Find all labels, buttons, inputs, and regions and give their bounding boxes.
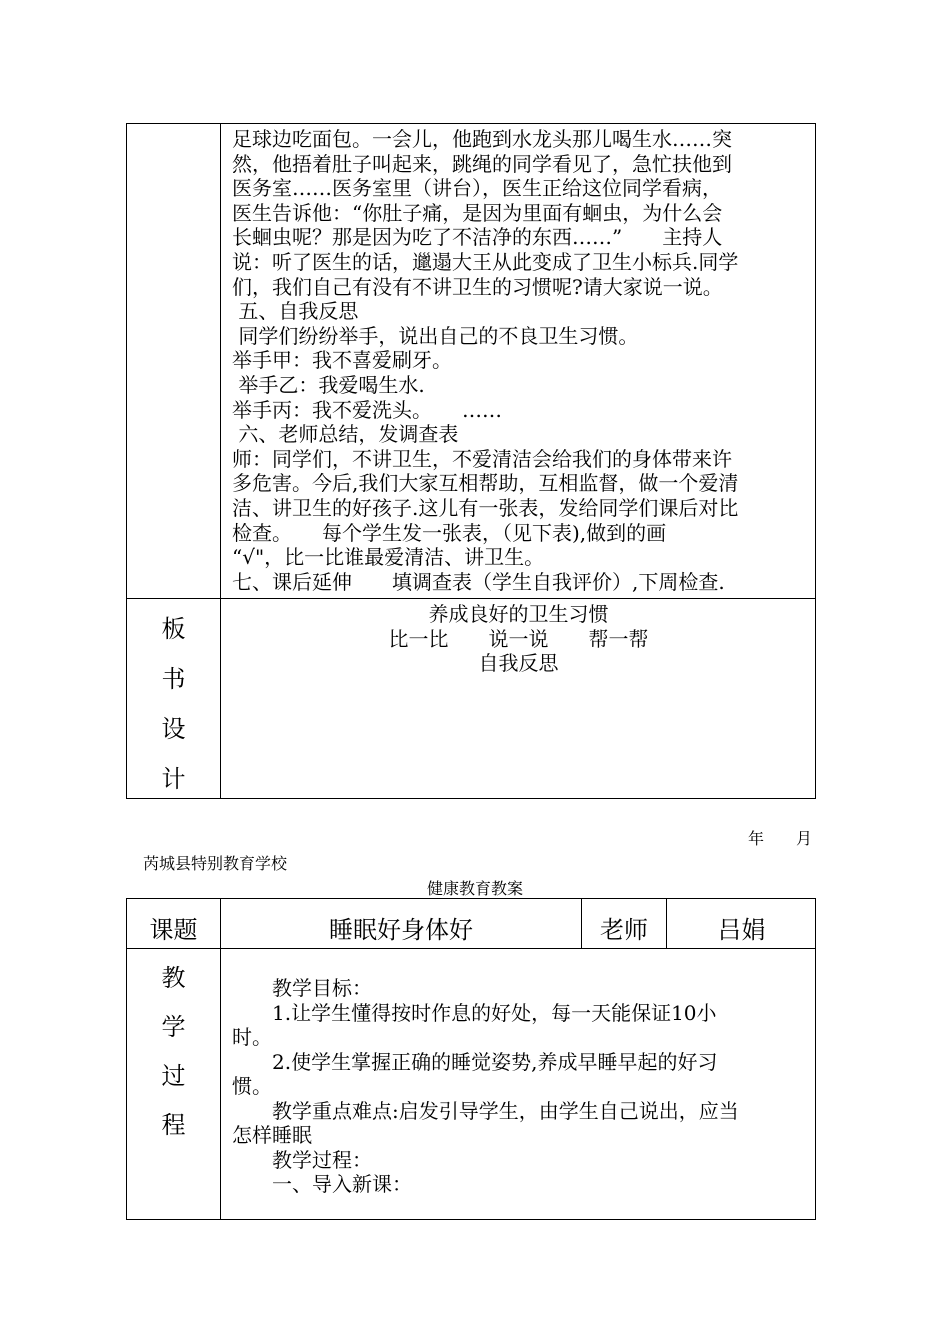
process-line: 时。 <box>232 1025 272 1049</box>
process-line: 教学目标： <box>232 976 372 1000</box>
content-line: 七、课后延伸 填调查表（学生自我评价）,下周检查. <box>232 569 725 594</box>
content-line: 五、自我反思 <box>232 299 359 324</box>
content-line: 长蛔虫呢？那是因为吃了不洁净的东西……” 主持人 <box>232 225 723 250</box>
process-line: 怎样睡眠 <box>232 1123 312 1147</box>
board-label-char: 板 <box>161 615 186 643</box>
teacher-value: 吕娟 <box>717 916 766 944</box>
top-table-column-divider <box>220 123 221 799</box>
board-label-char: 计 <box>161 765 186 793</box>
lesson-process-text <box>232 127 812 594</box>
content-line: 检查。 每个学生发一张表，（见下表),做到的画 <box>232 520 667 545</box>
topic-label: 课题 <box>149 916 198 944</box>
content-line: 医生告诉他：“你肚子痛，是因为里面有蛔虫，为什么会 <box>232 200 723 225</box>
content-line: 六、老师总结，发调查表 <box>232 422 459 447</box>
topic-value: 睡眠好身体好 <box>329 916 473 944</box>
bottom-table-row-divider <box>126 948 816 949</box>
content-line: 同学们纷纷举手，说出自己的不良卫生习惯。 <box>232 323 639 348</box>
process-line: 2.使学生掌握正确的睡觉姿势,养成早睡早起的好习 <box>232 1049 718 1074</box>
teaching-process-text <box>232 976 812 1197</box>
content-line: 足球边吃面包。一会儿，他跑到水龙头那儿喝生水……突 <box>232 127 732 151</box>
process-label-char: 学 <box>161 1013 186 1041</box>
teacher-label: 老师 <box>600 916 648 944</box>
board-label-char: 书 <box>161 665 186 693</box>
board-design-label <box>127 600 220 804</box>
bottom-table-column-divider <box>220 898 221 1220</box>
board-line: 自我反思 <box>478 651 559 676</box>
content-line: 们，我们自己有没有不讲卫生的习惯呢?请大家说一说。 <box>232 274 723 299</box>
content-line: 多危害。今后,我们大家互相帮助，互相监督，做一个爱清 <box>232 471 739 496</box>
content-line: “√"，比一比谁最爱清洁、讲卫生。 <box>232 545 545 570</box>
process-label-char: 教 <box>161 964 186 992</box>
content-line: 然，他捂着肚子叫起来，跳绳的同学看见了，急忙扶他到 <box>232 151 732 176</box>
top-table-row-divider <box>126 598 816 599</box>
process-line: 1.让学生懂得按时作息的好处，每一天能保证10小 <box>232 1000 717 1025</box>
content-line: 举手丙：我不爱洗头。 …… <box>232 397 502 422</box>
content-line: 洁、讲卫生的好孩子.这儿有一张表，发给同学们课后对比 <box>232 495 739 520</box>
school-name: 芮城县特别教育学校 <box>143 854 288 873</box>
content-line: 举手甲：我不喜爱刷牙。 <box>232 348 452 373</box>
process-label-char: 程 <box>161 1111 186 1139</box>
process-line: 教学重点难点:启发引导学生，由学生自己说出，应当 <box>232 1098 739 1123</box>
process-line: 惯。 <box>232 1074 272 1098</box>
board-design-content <box>221 602 816 676</box>
board-line: 比一比 说一说 帮一帮 <box>388 626 649 651</box>
process-line: 教学过程： <box>232 1147 372 1172</box>
process-label <box>127 954 220 1150</box>
date-field: 年 月 <box>748 829 813 848</box>
content-line: 师：同学们，不讲卫生，不爱清洁会给我们的身体带来许 <box>232 446 732 471</box>
process-line: 一、导入新课： <box>232 1172 412 1196</box>
content-line: 举手乙：我爱喝生水. <box>232 372 425 397</box>
board-line: 养成良好的卫生习惯 <box>428 602 609 626</box>
process-label-char: 过 <box>161 1062 186 1090</box>
document-title: 健康教育教案 <box>426 879 523 898</box>
content-line: 说：听了医生的话，邋遢大王从此变成了卫生小标兵.同学 <box>232 249 739 274</box>
content-line: 医务室……医务室里（讲台），医生正给这位同学看病， <box>232 176 722 201</box>
board-label-char: 设 <box>161 715 186 743</box>
